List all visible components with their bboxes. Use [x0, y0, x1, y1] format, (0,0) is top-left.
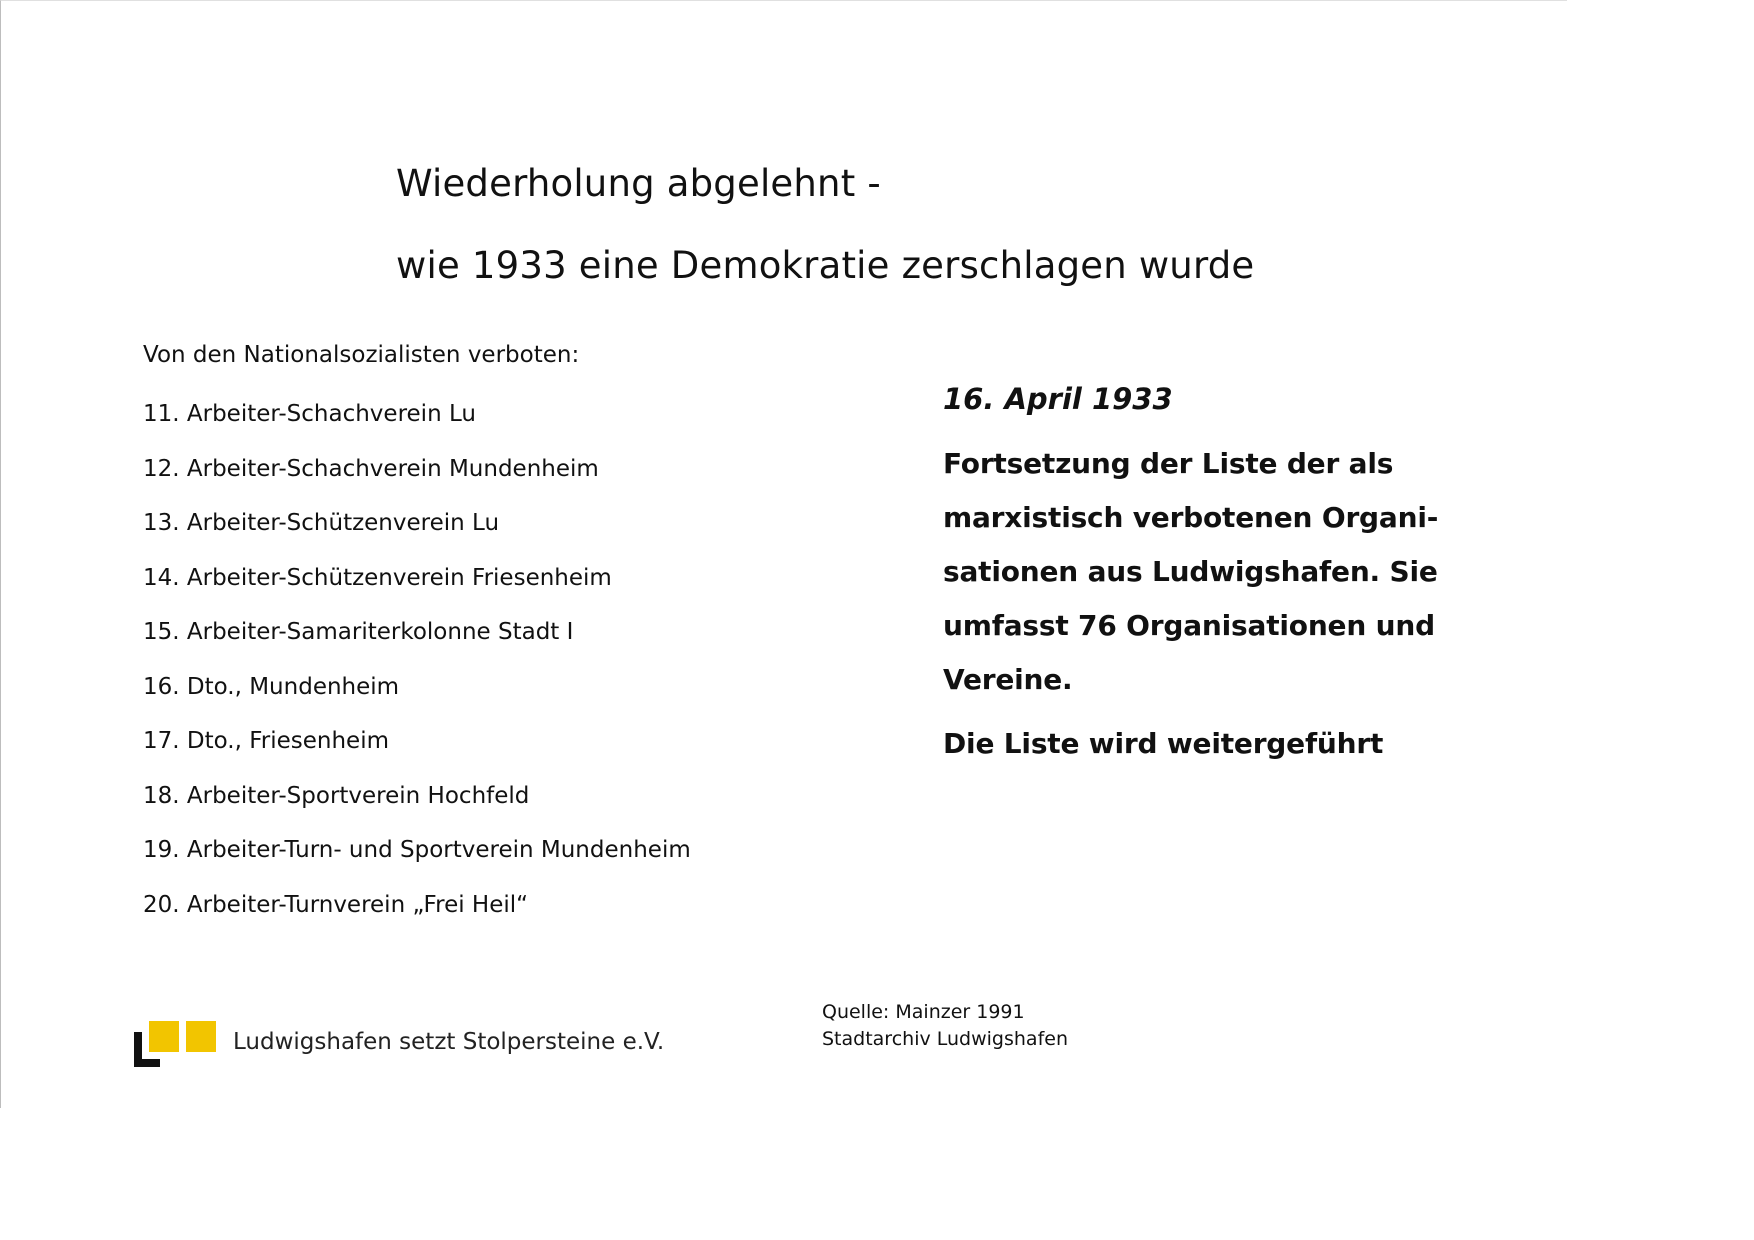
note-description: [943, 437, 1463, 707]
organization-name: Ludwigshafen setzt Stolpersteine e.V.: [233, 1029, 665, 1055]
note-line: umfasst 76 Organisationen und: [943, 609, 1435, 642]
source-citation: [822, 999, 1068, 1053]
organization-logo: [134, 1021, 216, 1069]
note-line: Fortsetzung der Liste der als: [943, 447, 1394, 480]
note-line: Vereine.: [943, 663, 1073, 696]
note-continuation: Die Liste wird weitergeführt: [943, 727, 1384, 760]
logo-l-horizontal: [134, 1059, 160, 1067]
list-item: 20. Arbeiter-Turnverein „Frei Heil“: [143, 891, 529, 918]
note-line: sationen aus Ludwigshafen. Sie: [943, 555, 1438, 588]
list-heading: Von den Nationalsozialisten verboten:: [143, 342, 580, 368]
title-line-2: wie 1933 eine Demokratie zerschlagen wurde: [396, 244, 1255, 287]
list-item: 15. Arbeiter-Samariterkolonne Stadt I: [143, 619, 574, 645]
note-panel: [943, 375, 1463, 771]
source-line: Stadtarchiv Ludwigshafen: [822, 1028, 1068, 1050]
list-item: 12. Arbeiter-Schachverein Mundenheim: [143, 455, 599, 482]
list-item: 17. Dto., Friesenheim: [143, 728, 390, 754]
logo-square: [149, 1021, 179, 1052]
list-item: 18. Arbeiter-Sportverein Hochfeld: [143, 782, 530, 809]
list-item: 16. Dto., Mundenheim: [143, 673, 400, 700]
list-item: 19. Arbeiter-Turn- und Sportverein Mundenheim: [143, 837, 691, 863]
source-line: Quelle: Mainzer 1991: [822, 1001, 1025, 1023]
logo-square: [186, 1021, 216, 1052]
list-item: 13. Arbeiter-Schützenverein Lu: [143, 510, 500, 536]
note-line: marxistisch verbotenen Organi-: [943, 501, 1439, 534]
banned-organizations-list: [143, 387, 691, 932]
note-date: 16. April 1933: [943, 382, 1173, 416]
list-item: 14. Arbeiter-Schützenverein Friesenheim: [143, 564, 612, 591]
title-line-1: Wiederholung abgelehnt -: [396, 162, 881, 205]
list-item: 11. Arbeiter-Schachverein Lu: [143, 401, 476, 427]
page-title: [396, 143, 1254, 307]
